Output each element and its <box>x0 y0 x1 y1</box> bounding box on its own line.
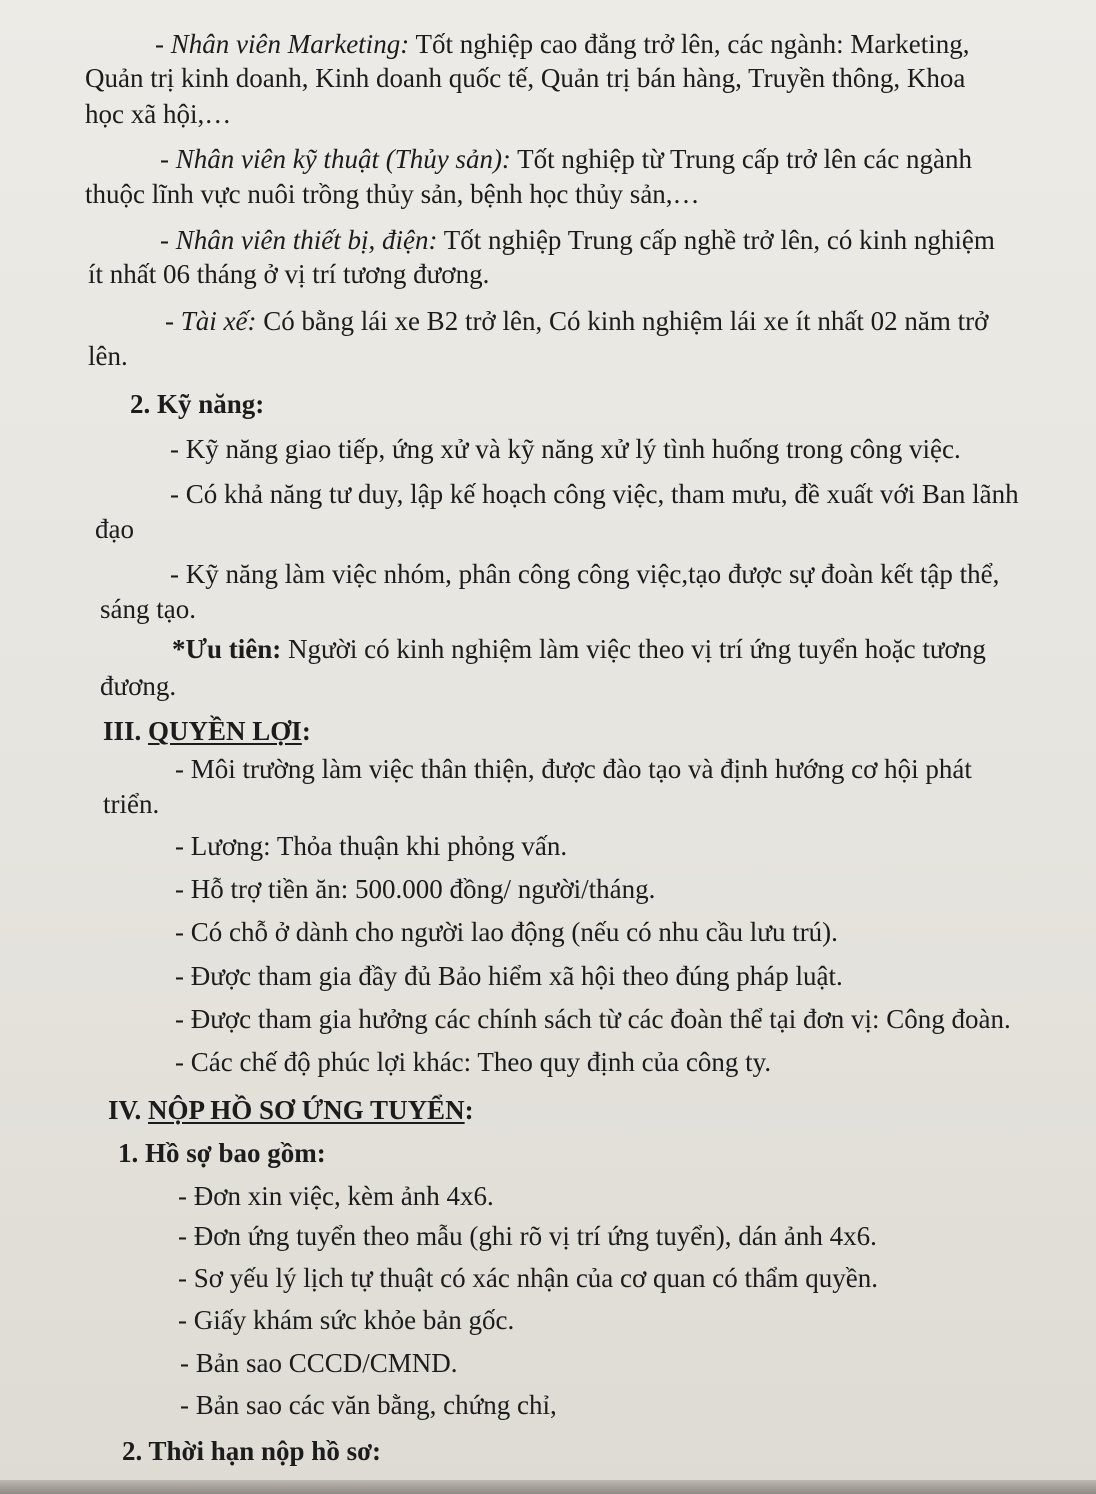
priority-line-2: đương. <box>100 671 177 701</box>
skills-item-3-line-1: - Kỹ năng làm việc nhóm, phân công công việc,tạo được sự đoàn kết tập thể, <box>170 559 1000 589</box>
benefits-roman: III. <box>103 716 142 746</box>
marketing-label: - Nhân viên Marketing: <box>155 29 410 59</box>
benefits-item-1-line-2: triển. <box>103 789 160 819</box>
electrical-label: - Nhân viên thiết bị, điện: <box>160 225 438 255</box>
technical-line-2: thuộc lĩnh vực nuôi trồng thủy sản, bệnh học thủy sản,… <box>85 179 700 209</box>
priority-label: *Ưu tiên: <box>172 634 282 664</box>
benefits-item-3: - Hỗ trợ tiền ăn: 500.000 đồng/ người/tháng. <box>175 874 656 904</box>
benefits-item-4: - Có chỗ ở dành cho người lao động (nếu có nhu cầu lưu trú). <box>175 917 838 947</box>
application-item-5: - Bản sao CCCD/CMND. <box>180 1348 458 1378</box>
page-bottom-edge <box>0 1480 1096 1494</box>
application-title: NỘP HỒ SƠ ỨNG TUYỂN <box>148 1095 465 1125</box>
application-sub-2: 2. Thời hạn nộp hồ sơ: <box>122 1436 382 1466</box>
benefits-item-5: - Được tham gia đầy đủ Bảo hiểm xã hội theo đúng pháp luật. <box>175 961 843 991</box>
application-item-6: - Bản sao các văn bằng, chứng chỉ, <box>180 1390 557 1420</box>
electrical-line-1 <box>160 224 995 256</box>
application-colon: : <box>464 1095 474 1125</box>
benefits-item-2: - Lương: Thỏa thuận khi phỏng vấn. <box>175 831 568 861</box>
marketing-text: Tốt nghiệp cao đẳng trở lên, các ngành: Marketing, <box>409 29 970 59</box>
benefits-item-7: - Các chế độ phúc lợi khác: Theo quy định của công ty. <box>175 1047 772 1077</box>
technical-label: - Nhân viên kỹ thuật (Thủy sản): <box>160 144 511 174</box>
application-item-2: - Đơn ứng tuyển theo mẫu (ghi rõ vị trí ứng tuyển), dán ảnh 4x6. <box>178 1221 877 1251</box>
skills-item-2-line-1: - Có khả năng tư duy, lập kế hoạch công việc, tham mưu, đề xuất với Ban lãnh <box>170 479 1019 509</box>
driver-line-2: lên. <box>88 341 128 371</box>
priority-line-1 <box>172 633 986 665</box>
benefits-title: QUYỀN LỢI <box>148 716 302 746</box>
marketing-line-3: học xã hội,… <box>85 99 232 129</box>
skills-heading: 2. Kỹ năng: <box>130 389 265 419</box>
benefits-item-6: - Được tham gia hưởng các chính sách từ các đoàn thể tại đơn vị: Công đoàn. <box>175 1004 1011 1034</box>
technical-text: Tốt nghiệp từ Trung cấp trở lên các ngành <box>510 144 973 174</box>
electrical-line-2: ít nhất 06 tháng ở vị trí tương đương. <box>88 259 490 289</box>
skills-item-3-line-2: sáng tạo. <box>100 594 196 624</box>
driver-line-1 <box>165 305 988 337</box>
skills-item-2-line-2: đạo <box>95 514 134 544</box>
application-heading <box>108 1094 474 1126</box>
application-item-1: - Đơn xin việc, kèm ảnh 4x6. <box>178 1181 494 1211</box>
technical-line-1 <box>160 143 972 175</box>
application-roman: IV. <box>108 1095 142 1125</box>
application-item-4: - Giấy khám sức khỏe bản gốc. <box>178 1305 515 1335</box>
driver-text: Có bằng lái xe B2 trở lên, Có kinh nghiệm lái xe ít nhất 02 năm trở <box>256 306 989 336</box>
priority-text: Người có kinh nghiệm làm việc theo vị trí ứng tuyển hoặc tương <box>281 634 986 664</box>
application-item-3: - Sơ yếu lý lịch tự thuật có xác nhận của cơ quan có thẩm quyền. <box>178 1263 878 1293</box>
benefits-colon: : <box>301 716 311 746</box>
application-sub-1: 1. Hồ sợ bao gồm: <box>118 1138 326 1168</box>
marketing-line-2: Quản trị kinh doanh, Kinh doanh quốc tế, Quản trị bán hàng, Truyền thông, Khoa <box>85 63 966 93</box>
benefits-heading <box>103 715 311 747</box>
benefits-item-1-line-1: - Môi trường làm việc thân thiện, được đào tạo và định hướng cơ hội phát <box>175 754 972 784</box>
driver-label: - Tài xế: <box>165 306 257 336</box>
marketing-line-1 <box>155 28 970 60</box>
skills-item-1: - Kỹ năng giao tiếp, ứng xử và kỹ năng xử lý tình huống trong công việc. <box>170 434 961 464</box>
electrical-text: Tốt nghiệp Trung cấp nghề trở lên, có kinh nghiệm <box>437 225 995 255</box>
